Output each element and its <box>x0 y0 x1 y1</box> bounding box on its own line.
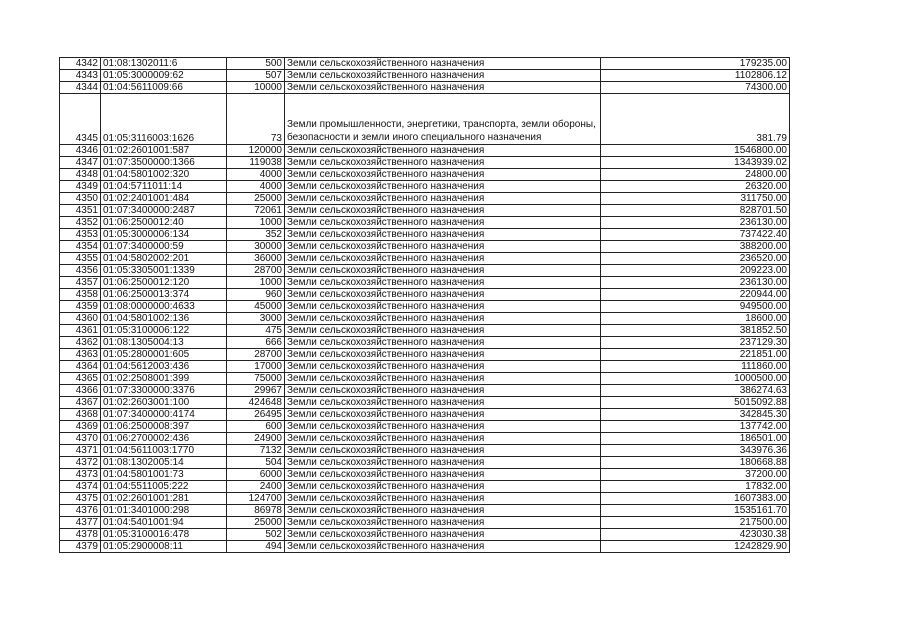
row-number-cell: 4353 <box>60 229 101 241</box>
area-cell: 502 <box>227 529 285 541</box>
cadastral-value-cell: 137742.00 <box>601 421 790 433</box>
cadastral-value-cell: 386274.63 <box>601 385 790 397</box>
cadastral-value-cell: 180668.88 <box>601 457 790 469</box>
cadastral-value-cell: 1000500.00 <box>601 373 790 385</box>
area-cell: 1000 <box>227 217 285 229</box>
cadastral-value-cell: 37200.00 <box>601 469 790 481</box>
cadastral-number-cell: 01:08:0000000:4633 <box>101 301 227 313</box>
row-number-cell: 4361 <box>60 325 101 337</box>
cadastral-number-cell: 01:04:5801002:136 <box>101 313 227 325</box>
table-row <box>60 361 790 373</box>
land-category-cell: Земли сельскохозяйственного назначения <box>285 469 601 481</box>
cadastral-value-cell: 1546800.00 <box>601 145 790 157</box>
table-row <box>60 433 790 445</box>
land-category-cell: Земли сельскохозяйственного назначения <box>285 385 601 397</box>
cadastral-value-cell: 179235.00 <box>601 58 790 70</box>
cadastral-number-cell: 01:02:2508001:399 <box>101 373 227 385</box>
cadastral-value-cell: 236130.00 <box>601 217 790 229</box>
row-number-cell: 4357 <box>60 277 101 289</box>
cadastral-number-cell: 01:08:1302011:6 <box>101 58 227 70</box>
cadastral-value-cell: 17832.00 <box>601 481 790 493</box>
cadastral-number-cell: 01:05:3116003:1626 <box>101 94 227 145</box>
land-category-cell: Земли сельскохозяйственного назначения <box>285 181 601 193</box>
cadastral-number-cell: 01:06:2500013:374 <box>101 289 227 301</box>
land-category-cell: Земли сельскохозяйственного назначения <box>285 457 601 469</box>
land-category-cell: Земли сельскохозяйственного назначения <box>285 529 601 541</box>
cadastral-value-cell: 311750.00 <box>601 193 790 205</box>
cadastral-number-cell: 01:05:2900008:11 <box>101 541 227 553</box>
cadastral-value-cell: 423030.38 <box>601 529 790 541</box>
land-category-cell: Земли сельскохозяйственного назначения <box>285 193 601 205</box>
table-row <box>60 193 790 205</box>
cadastral-number-cell: 01:07:3400000:59 <box>101 241 227 253</box>
table-row <box>60 289 790 301</box>
row-number-cell: 4377 <box>60 517 101 529</box>
row-number-cell: 4362 <box>60 337 101 349</box>
area-cell: 73 <box>227 94 285 145</box>
row-number-cell: 4364 <box>60 361 101 373</box>
area-cell: 475 <box>227 325 285 337</box>
table-row <box>60 169 790 181</box>
land-category-cell: Земли сельскохозяйственного назначения <box>285 301 601 313</box>
cadastral-value-cell: 388200.00 <box>601 241 790 253</box>
cadastral-value-cell: 209223.00 <box>601 265 790 277</box>
area-cell: 86978 <box>227 505 285 517</box>
table-row <box>60 505 790 517</box>
row-number-cell: 4373 <box>60 469 101 481</box>
table-row <box>60 70 790 82</box>
land-category-cell: Земли сельскохозяйственного назначения <box>285 241 601 253</box>
row-number-cell: 4367 <box>60 397 101 409</box>
table-row <box>60 385 790 397</box>
cadastral-value-cell: 1343939.02 <box>601 157 790 169</box>
cadastral-number-cell: 01:06:2500012:40 <box>101 217 227 229</box>
cadastral-number-cell: 01:04:5401001:94 <box>101 517 227 529</box>
land-category-cell: Земли сельскохозяйственного назначения <box>285 361 601 373</box>
cadastral-value-cell: 1242829.90 <box>601 541 790 553</box>
area-cell: 500 <box>227 58 285 70</box>
land-category-cell: Земли сельскохозяйственного назначения <box>285 82 601 94</box>
area-cell: 4000 <box>227 169 285 181</box>
cadastral-value-cell: 1102806.12 <box>601 70 790 82</box>
area-cell: 124700 <box>227 493 285 505</box>
row-number-cell: 4376 <box>60 505 101 517</box>
cadastral-value-cell: 24800.00 <box>601 169 790 181</box>
area-cell: 600 <box>227 421 285 433</box>
cadastral-number-cell: 01:04:5611009:66 <box>101 82 227 94</box>
table-row <box>60 397 790 409</box>
cadastral-value-cell: 1535161.70 <box>601 505 790 517</box>
area-cell: 25000 <box>227 193 285 205</box>
land-category-cell: Земли сельскохозяйственного назначения <box>285 409 601 421</box>
land-category-cell: Земли сельскохозяйственного назначения <box>285 337 601 349</box>
table-row <box>60 241 790 253</box>
land-category-cell: Земли сельскохозяйственного назначения <box>285 313 601 325</box>
table-row <box>60 58 790 70</box>
area-cell: 504 <box>227 457 285 469</box>
cadastral-value-cell: 342845.30 <box>601 409 790 421</box>
cadastral-number-cell: 01:08:1302005:14 <box>101 457 227 469</box>
area-cell: 3000 <box>227 313 285 325</box>
area-cell: 26495 <box>227 409 285 421</box>
land-category-cell: Земли сельскохозяйственного назначения <box>285 265 601 277</box>
area-cell: 17000 <box>227 361 285 373</box>
cadastral-value-cell: 221851.00 <box>601 349 790 361</box>
area-cell: 4000 <box>227 181 285 193</box>
area-cell: 352 <box>227 229 285 241</box>
land-category-cell: Земли сельскохозяйственного назначения <box>285 445 601 457</box>
row-number-cell: 4371 <box>60 445 101 457</box>
area-cell: 72061 <box>227 205 285 217</box>
area-cell: 120000 <box>227 145 285 157</box>
land-category-cell: Земли сельскохозяйственного назначения <box>285 70 601 82</box>
row-number-cell: 4374 <box>60 481 101 493</box>
cadastral-value-cell: 217500.00 <box>601 517 790 529</box>
land-category-cell: Земли сельскохозяйственного назначения <box>285 157 601 169</box>
land-category-cell: Земли сельскохозяйственного назначения <box>285 145 601 157</box>
table-row <box>60 541 790 553</box>
land-category-cell: Земли сельскохозяйственного назначения <box>285 277 601 289</box>
table-row <box>60 217 790 229</box>
area-cell: 45000 <box>227 301 285 313</box>
cadastral-number-cell: 01:07:3500000:1366 <box>101 157 227 169</box>
land-category-cell: Земли сельскохозяйственного назначения <box>285 517 601 529</box>
cadastral-number-cell: 01:04:5711011:14 <box>101 181 227 193</box>
row-number-cell: 4358 <box>60 289 101 301</box>
table-row <box>60 337 790 349</box>
cadastral-number-cell: 01:04:5611003:1770 <box>101 445 227 457</box>
table-row <box>60 277 790 289</box>
land-category-cell: Земли сельскохозяйственного назначения <box>285 289 601 301</box>
cadastral-number-cell: 01:01:3401000:298 <box>101 505 227 517</box>
table-row <box>60 157 790 169</box>
table-row <box>60 313 790 325</box>
table-row <box>60 457 790 469</box>
row-number-cell: 4347 <box>60 157 101 169</box>
row-number-cell: 4350 <box>60 193 101 205</box>
cadastral-value-cell: 737422.40 <box>601 229 790 241</box>
table-row <box>60 421 790 433</box>
table-row <box>60 373 790 385</box>
table-row <box>60 205 790 217</box>
area-cell: 28700 <box>227 349 285 361</box>
land-category-cell: Земли сельскохозяйственного назначения <box>285 229 601 241</box>
row-number-cell: 4368 <box>60 409 101 421</box>
area-cell: 119038 <box>227 157 285 169</box>
table-row <box>60 469 790 481</box>
row-number-cell: 4343 <box>60 70 101 82</box>
land-category-cell: Земли сельскохозяйственного назначения <box>285 505 601 517</box>
cadastral-number-cell: 01:05:3305001:1339 <box>101 265 227 277</box>
table-row <box>60 253 790 265</box>
table-row <box>60 481 790 493</box>
table-row <box>60 529 790 541</box>
row-number-cell: 4370 <box>60 433 101 445</box>
table-row <box>60 181 790 193</box>
cadastral-number-cell: 01:07:3400000:4174 <box>101 409 227 421</box>
row-number-cell: 4348 <box>60 169 101 181</box>
cadastral-number-cell: 01:07:3400000:2487 <box>101 205 227 217</box>
cadastral-number-cell: 01:06:2700002:436 <box>101 433 227 445</box>
cadastral-value-cell: 949500.00 <box>601 301 790 313</box>
area-cell: 507 <box>227 70 285 82</box>
cadastral-value-cell: 237129.30 <box>601 337 790 349</box>
cadastral-value-cell: 343976.36 <box>601 445 790 457</box>
table-row <box>60 94 790 145</box>
land-category-cell: Земли сельскохозяйственного назначения <box>285 433 601 445</box>
land-plots-table <box>59 57 790 553</box>
cadastral-value-cell: 186501.00 <box>601 433 790 445</box>
cadastral-number-cell: 01:08:1305004:13 <box>101 337 227 349</box>
table-row <box>60 349 790 361</box>
row-number-cell: 4378 <box>60 529 101 541</box>
table-row <box>60 82 790 94</box>
land-category-cell: Земли сельскохозяйственного назначения <box>285 541 601 553</box>
area-cell: 10000 <box>227 82 285 94</box>
land-category-cell: Земли сельскохозяйственного назначения <box>285 493 601 505</box>
cadastral-value-cell: 26320.00 <box>601 181 790 193</box>
area-cell: 960 <box>227 289 285 301</box>
area-cell: 25000 <box>227 517 285 529</box>
row-number-cell: 4355 <box>60 253 101 265</box>
cadastral-value-cell: 381.79 <box>601 94 790 145</box>
cadastral-number-cell: 01:05:3000006:134 <box>101 229 227 241</box>
cadastral-number-cell: 01:05:3100016:478 <box>101 529 227 541</box>
cadastral-value-cell: 236130.00 <box>601 277 790 289</box>
row-number-cell: 4351 <box>60 205 101 217</box>
row-number-cell: 4359 <box>60 301 101 313</box>
land-category-cell: Земли сельскохозяйственного назначения <box>285 325 601 337</box>
cadastral-number-cell: 01:02:2601001:281 <box>101 493 227 505</box>
cadastral-number-cell: 01:04:5802002:201 <box>101 253 227 265</box>
area-cell: 29967 <box>227 385 285 397</box>
cadastral-value-cell: 111860.00 <box>601 361 790 373</box>
cadastral-value-cell: 74300.00 <box>601 82 790 94</box>
row-number-cell: 4363 <box>60 349 101 361</box>
land-category-cell: Земли промышленности, энергетики, транспорта, земли обороны, безопасности и земли иного специального назначения <box>285 94 601 145</box>
row-number-cell: 4379 <box>60 541 101 553</box>
cadastral-value-cell: 236520.00 <box>601 253 790 265</box>
table-row <box>60 493 790 505</box>
cadastral-value-cell: 381852.50 <box>601 325 790 337</box>
row-number-cell: 4365 <box>60 373 101 385</box>
row-number-cell: 4356 <box>60 265 101 277</box>
cadastral-number-cell: 01:05:3100006:122 <box>101 325 227 337</box>
table-row <box>60 409 790 421</box>
land-category-cell: Земли сельскохозяйственного назначения <box>285 58 601 70</box>
cadastral-value-cell: 1607383.00 <box>601 493 790 505</box>
area-cell: 1000 <box>227 277 285 289</box>
area-cell: 30000 <box>227 241 285 253</box>
area-cell: 24900 <box>227 433 285 445</box>
cadastral-value-cell: 220944.00 <box>601 289 790 301</box>
row-number-cell: 4360 <box>60 313 101 325</box>
area-cell: 666 <box>227 337 285 349</box>
cadastral-number-cell: 01:04:5801001:73 <box>101 469 227 481</box>
cadastral-value-cell: 18600.00 <box>601 313 790 325</box>
area-cell: 2400 <box>227 481 285 493</box>
land-category-cell: Земли сельскохозяйственного назначения <box>285 481 601 493</box>
cadastral-number-cell: 01:05:2800001:605 <box>101 349 227 361</box>
row-number-cell: 4366 <box>60 385 101 397</box>
land-category-cell: Земли сельскохозяйственного назначения <box>285 217 601 229</box>
cadastral-number-cell: 01:02:2603001:100 <box>101 397 227 409</box>
row-number-cell: 4342 <box>60 58 101 70</box>
land-category-cell: Земли сельскохозяйственного назначения <box>285 421 601 433</box>
row-number-cell: 4372 <box>60 457 101 469</box>
table-row <box>60 265 790 277</box>
land-category-cell: Земли сельскохозяйственного назначения <box>285 205 601 217</box>
area-cell: 75000 <box>227 373 285 385</box>
row-number-cell: 4375 <box>60 493 101 505</box>
land-category-cell: Земли сельскохозяйственного назначения <box>285 373 601 385</box>
cadastral-value-cell: 5015092.88 <box>601 397 790 409</box>
area-cell: 424648 <box>227 397 285 409</box>
land-category-cell: Земли сельскохозяйственного назначения <box>285 397 601 409</box>
cadastral-number-cell: 01:02:2601001:587 <box>101 145 227 157</box>
cadastral-number-cell: 01:07:3300000:3376 <box>101 385 227 397</box>
area-cell: 494 <box>227 541 285 553</box>
table-row <box>60 325 790 337</box>
table-row <box>60 145 790 157</box>
table-row <box>60 229 790 241</box>
row-number-cell: 4344 <box>60 82 101 94</box>
cadastral-number-cell: 01:05:3000009:62 <box>101 70 227 82</box>
cadastral-number-cell: 01:06:2500008:397 <box>101 421 227 433</box>
table-row <box>60 517 790 529</box>
row-number-cell: 4349 <box>60 181 101 193</box>
area-cell: 36000 <box>227 253 285 265</box>
cadastral-number-cell: 01:04:5511005:222 <box>101 481 227 493</box>
row-number-cell: 4345 <box>60 94 101 145</box>
area-cell: 7132 <box>227 445 285 457</box>
row-number-cell: 4369 <box>60 421 101 433</box>
land-category-cell: Земли сельскохозяйственного назначения <box>285 169 601 181</box>
area-cell: 28700 <box>227 265 285 277</box>
table-row <box>60 445 790 457</box>
row-number-cell: 4354 <box>60 241 101 253</box>
land-plots-table-body <box>60 58 790 553</box>
table-row <box>60 301 790 313</box>
cadastral-number-cell: 01:04:5612003:436 <box>101 361 227 373</box>
area-cell: 6000 <box>227 469 285 481</box>
row-number-cell: 4346 <box>60 145 101 157</box>
land-category-cell: Земли сельскохозяйственного назначения <box>285 253 601 265</box>
row-number-cell: 4352 <box>60 217 101 229</box>
cadastral-value-cell: 828701.50 <box>601 205 790 217</box>
cadastral-number-cell: 01:02:2401001:484 <box>101 193 227 205</box>
cadastral-number-cell: 01:04:5801002:320 <box>101 169 227 181</box>
cadastral-number-cell: 01:06:2500012:120 <box>101 277 227 289</box>
land-category-cell: Земли сельскохозяйственного назначения <box>285 349 601 361</box>
